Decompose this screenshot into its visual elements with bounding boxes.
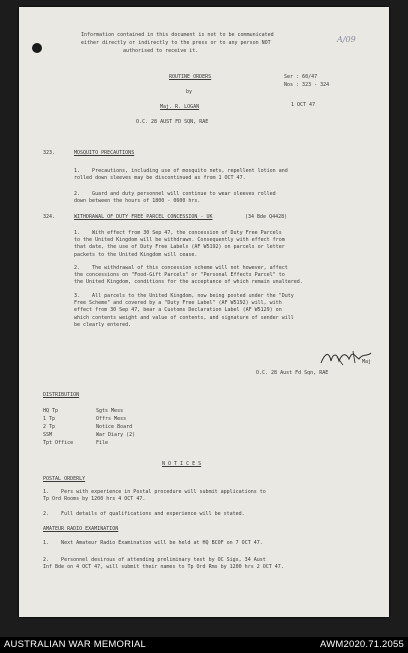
distribution-heading: DISTRIBUTION: [43, 392, 80, 398]
punch-hole: [32, 43, 42, 53]
serial-number: Ser : 60/47: [284, 74, 318, 80]
footer-accession-number: AWM2020.71.2055: [320, 639, 404, 650]
order-number: 323.: [43, 150, 56, 156]
order-heading-reference: (34 Bde Q4428): [245, 214, 288, 220]
notices-heading: N O T I C E S: [162, 461, 202, 467]
notice-paragraph: 2. Personnel desirous of attending preliminary test by OC Sigs, 34 Aust Inf Bde on 4 OCT 47, will submit their names to Tp Ord Rms by 1200 hrs 2 OCT 47.: [43, 557, 284, 571]
notice-heading: AMATEUR RADIO EXAMINATION: [43, 526, 119, 532]
distribution-right: File: [96, 440, 109, 446]
officer-name: Maj. R. LOGAN: [160, 104, 200, 110]
order-paragraph: 3. All parcels to the United Kingdom, now being posted under the "Duty Free Scheme" and covered by a "Duty Free Label" (AF W5192) will, with effect from 30 Sep 47, bear a Customs Declaration Label (AF W5129) on which contents weight and value of contents, and signature of sender will be clearly entered.: [74, 293, 294, 328]
order-heading: WITHDRAWAL OF DUTY FREE PARCEL CONCESSION - UK: [74, 214, 213, 220]
security-notice-line-1: Information contained in this document is not to be communicated: [81, 32, 274, 38]
distribution-left: 2 Tp: [43, 424, 56, 430]
distribution-left: HQ Tp: [43, 408, 59, 414]
order-paragraph: 1. With effect from 30 Sep 47, the concession of Duty Free Parcels to the United Kingdom will be withdrawn. Consequently with effect from that date, the use of Duty Free Labels (AF W5192) on parcels or letter packets to the United Kingdom will cease.: [74, 230, 285, 258]
handwritten-reference: A/09: [337, 35, 356, 44]
notice-paragraph: 2. Full details of qualifications and experience will be stated.: [43, 511, 245, 517]
order-paragraph: 1. Precautions, including use of mosquito nets, repellent lotion and rolled down sleeves may be discontinued as from 1 OCT 47.: [74, 168, 288, 182]
footer-bar: [0, 637, 408, 653]
order-heading: MOSQUITO PRECAUTIONS: [74, 150, 135, 156]
notice-paragraph: 1. Next Amateur Radio Examination will be held at HQ BCOF on 7 OCT 47.: [43, 540, 263, 546]
routine-orders-title: ROUTINE ORDERS: [169, 74, 212, 80]
distribution-right: War Diary (2): [96, 432, 136, 438]
document-page: [19, 7, 389, 617]
distribution-right: Sgts Mess: [96, 408, 124, 414]
security-notice-line-3: authorised to receive it.: [123, 48, 199, 54]
order-paragraph: 2. Guard and duty personnel will continue to wear sleeves rolled down between the hours of 1800 - 0600 hrs.: [74, 191, 276, 205]
signature-rank: Maj: [362, 359, 372, 365]
order-paragraph: 2. The withdrawal of this concession scheme will not however, affect the concessions on "Food-Gift Parcels" or "Personal Effects Parcel" to the United Kingdom, conditions for the acceptance of which remain unaltered.: [74, 265, 303, 286]
notice-paragraph: 1. Pers with experience in Postal procedure will submit applications to Tp Ord Rooms by 1200 hrs 4 OCT 47.: [43, 489, 266, 503]
order-numbers: Nos : 323 - 324: [284, 82, 330, 88]
footer-institution: AUSTRALIAN WAR MEMORIAL: [4, 639, 147, 650]
distribution-right: Offrs Mess: [96, 416, 127, 422]
order-number: 324.: [43, 214, 56, 220]
distribution-right: Notice Board: [96, 424, 133, 430]
distribution-left: 1 Tp: [43, 416, 56, 422]
unit-name: O.C. 28 AUST FD SQN, RAE: [136, 119, 209, 125]
notice-heading: POSTAL ORDERLY: [43, 476, 86, 482]
distribution-left: Tpt Office: [43, 440, 74, 446]
signature-unit: O.C. 28 Aust Fd Sqn, RAE: [256, 370, 329, 376]
security-notice-line-2: either directly or indirectly to the press or to any person NOT: [81, 40, 271, 46]
title-by: by: [186, 89, 193, 95]
distribution-left: SSM: [43, 432, 53, 438]
order-date: 1 OCT 47: [291, 102, 316, 108]
